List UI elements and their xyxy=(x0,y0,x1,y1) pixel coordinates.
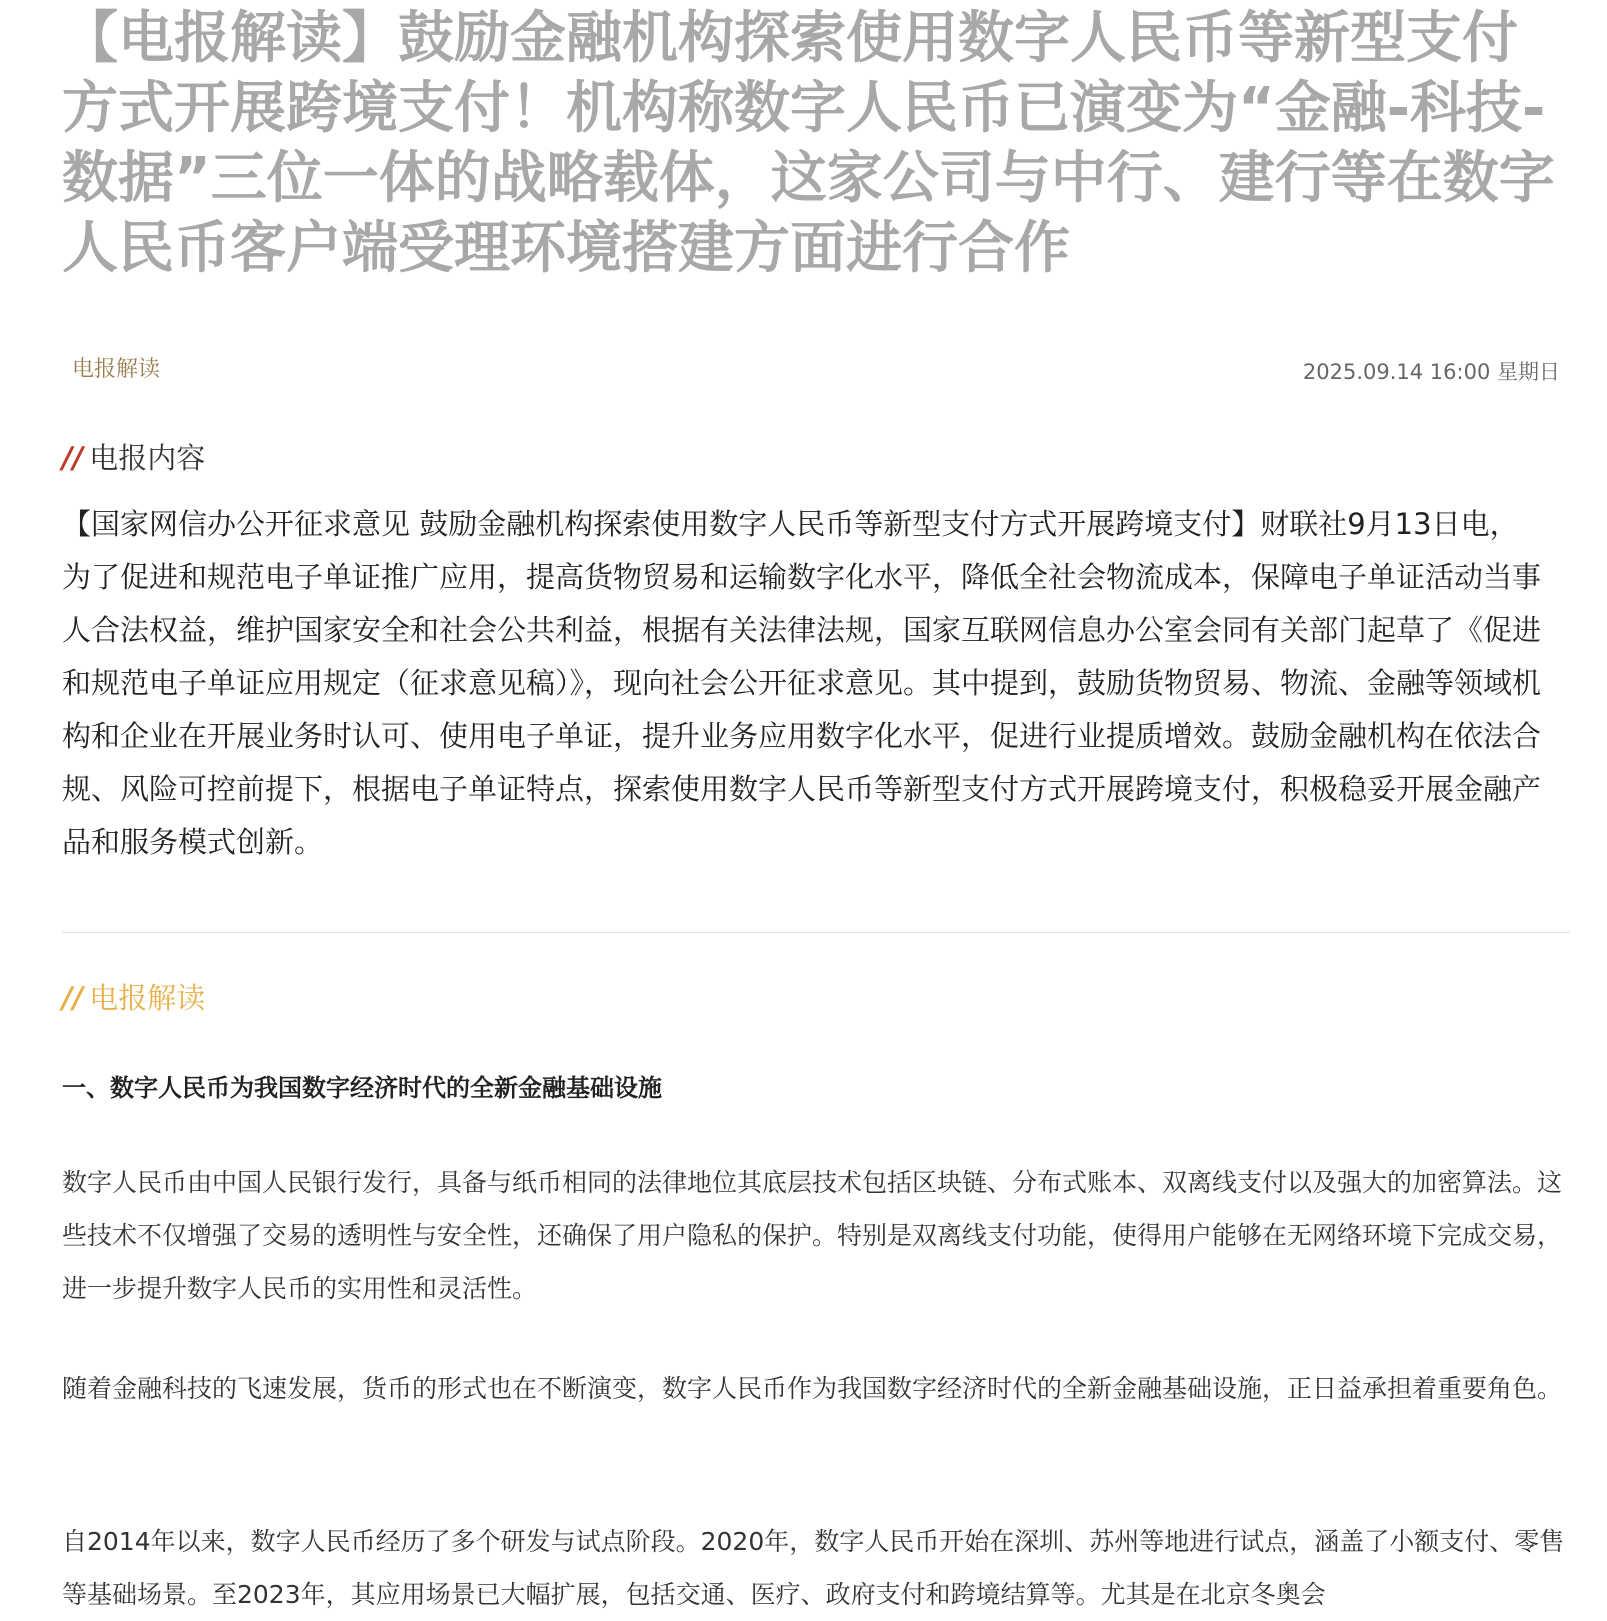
section-divider xyxy=(62,932,1570,933)
section-label-text: 电报解读 xyxy=(89,981,206,1015)
telegraph-content-paragraph: 【国家网信办公开征求意见 鼓励金融机构探索使用数字人民币等新型支付方式开展跨境支付】财联社9月13日电，为了促进和规范电子单证推广应用，提高货物贸易和运输数字化水平，降低全社会物流成本，保障电子单证活动当事人合法权益，维护国家安全和社会公共利益，根据有关法律法规，国家互联网信息办公室会同有关部门起草了《促进和规范电子单证应用规定（征求意见稿）》，现向社会公开征求意见。其中提到，鼓励货物贸易、物流、金融等领域机构和企业在开展业务时认可、使用电子单证，提升业务应用数字化水平，促进行业提质增效。鼓励金融机构在依法合规、风险可控前提下，根据电子单证特点，探索使用数字人民币等新型支付方式开展跨境支付，积极稳妥开展金融产品和服务模式创新。 xyxy=(62,507,1542,859)
analysis-paragraph: 随着金融科技的飞速发展，货币的形式也在不断演变，数字人民币作为我国数字经济时代的全新金融基础设施，正日益承担着重要角色。 xyxy=(62,1374,1563,1403)
publish-datetime: 2025.09.14 16:00 星期日 xyxy=(1302,360,1560,384)
section-mark-icon: // xyxy=(62,981,84,1015)
article-meta xyxy=(62,352,1570,386)
analysis-heading: 一、数字人民币为我国数字经济时代的全新金融基础设施 xyxy=(62,1074,662,1102)
analysis-paragraph: 自2014年以来，数字人民币经历了多个研发与试点阶段。2020年，数字人民币开始在深圳、苏州等地进行试点，涵盖了小额支付、零售等基础场景。至2023年，其应用场景已大幅扩展，包括交通、医疗、政府支付和跨境结算等。尤其是在北京冬奥会 xyxy=(62,1527,1565,1609)
category-tag[interactable]: 电报解读 xyxy=(72,357,161,382)
article xyxy=(62,0,1570,1609)
article-headline: 【电报解读】鼓励金融机构探索使用数字人民币等新型支付方式开展跨境支付！机构称数字人民币已演变为“金融-科技-数据”三位一体的战略载体，这家公司与中行、建行等在数字人民币客户端受理环境搭建方面进行合作 xyxy=(62,6,1555,281)
section-label-content xyxy=(62,438,205,478)
analysis-paragraph: 数字人民币由中国人民银行发行，具备与纸币相同的法律地位其底层技术包括区块链、分布式账本、双离线支付以及强大的加密算法。这些技术不仅增强了交易的透明性与安全性，还确保了用户隐私的保护。特别是双离线支付功能，使得用户能够在无网络环境下完成交易，进一步提升数字人民币的实用性和灵活性。 xyxy=(62,1168,1563,1303)
section-label-analysis xyxy=(62,978,205,1018)
section-mark-icon: // xyxy=(62,441,84,475)
section-label-text: 电报内容 xyxy=(89,441,206,475)
